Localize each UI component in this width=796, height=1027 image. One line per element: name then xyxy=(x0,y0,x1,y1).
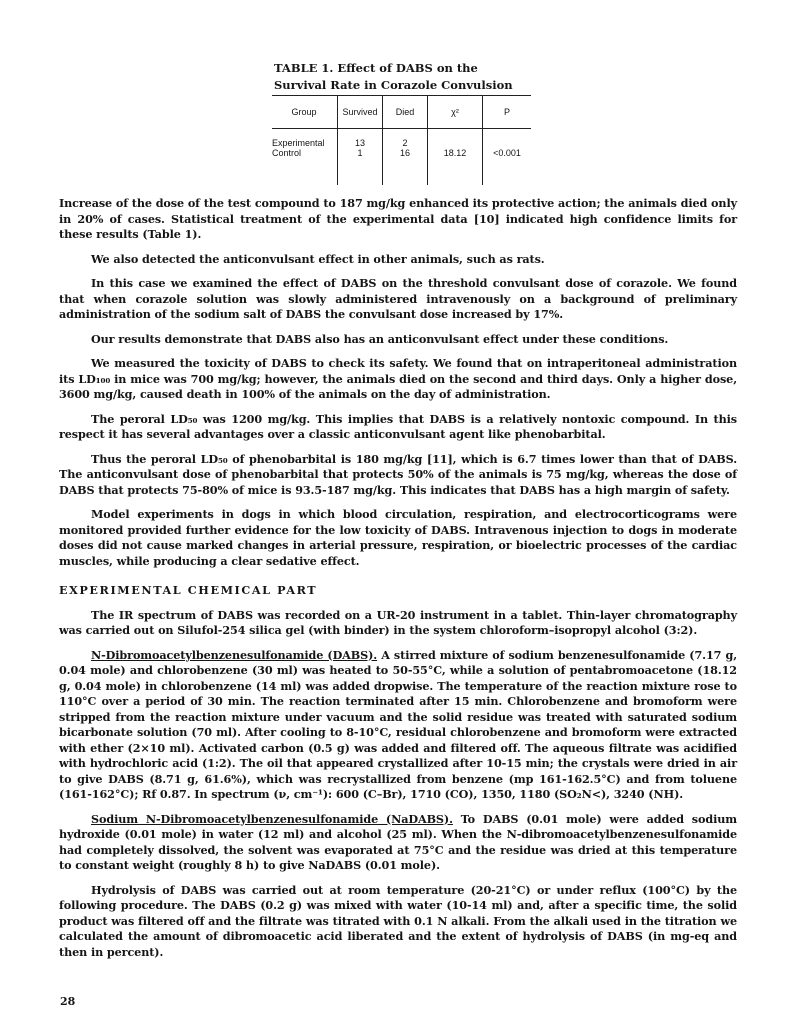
paragraph: The peroral LD₅₀ was 1200 mg/kg. This implies that DABS is a relatively nontoxic compound. In this respect it has several advantages over a classic anticonvulsant agent like phenobarbital. xyxy=(59,411,737,441)
procedure-text: A stirred mixture of sodium benzenesulfonamide (7.17 g, 0.04 mole) and chlorobenzene (30 ml) was heated to 50-55°C, while a solution of pentabromoacetone (18.12 g, 0.04 mole) in chlorobenzene (14 ml) was added dropwise. The temperature of the reaction mixture rose to 110°C over a period of 30 min. The reaction terminated after 15 min. Chlorobenzene and bromoform were stripped from the reaction mixture under vacuum and the solid residue was treated with saturated sodium bicarbonate solution (70 ml). After cooling to 8-10°C, residual chlorobenzene and bromoform were extracted with ether (2×10 ml). Activated carbon (0.5 g) was added and filtered off. The aqueous filtrate was acidified with hydrochloric acid (1:2). The oil that appeared crystallized after 10-15 min; the crystals were dried in air to give DABS (8.71 g, 61.6%), which was recrystallized from benzene (mp 161-162.5°C) and from toluene (161-162°C); Rf 0.87. In spectrum (ν, cm⁻¹): 600 (C–Br), 1710 (CO), 1350, 1180 (SO₂N<), 3240 (NH). xyxy=(59,647,737,801)
procedure-nadabs xyxy=(59,812,737,874)
paragraph: We also detected the anticonvulsant effect in other animals, such as rats. xyxy=(91,251,545,266)
header-p: P xyxy=(483,96,532,129)
procedure-heading: N-Dibromoacetylbenzenesulfonamide (DABS). xyxy=(91,647,378,662)
body-text xyxy=(59,196,737,969)
procedure-text: To DABS (0.01 mole) were added sodium hydroxide (0.01 mole) in water (12 ml) and alcohol (25 ml). When the N-dibromoacetylbenzenesulfonamide had completely dissolved, the solvent was evaporated at 75°C and the residue was dried at this temperature to constant weight (roughly 8 h) to give NaDABS (0.01 mole). xyxy=(59,811,737,872)
cell-chi-square: 18.12 xyxy=(428,129,483,186)
paragraph: Our results demonstrate that DABS also has an anticonvulsant effect under these conditions. xyxy=(91,331,669,346)
paragraph: The IR spectrum of DABS was recorded on a UR-20 instrument in a tablet. Thin-layer chromatography was carried out on Silufol-254 silica gel (with binder) in the system chloroform–isopropyl alcohol (3:2). xyxy=(59,607,737,637)
cell-p: <0.001 xyxy=(483,129,532,186)
section-title: EXPERIMENTAL CHEMICAL PART xyxy=(59,583,318,597)
procedure-dabs xyxy=(59,648,737,803)
paragraph: Increase of the dose of the test compound to 187 mg/kg enhanced its protective action; the animals died only in 20% of cases. Statistical treatment of the experimental data [10] indicated high confidence limits for these results (Table 1). xyxy=(59,196,737,241)
header-chi-square: χ² xyxy=(428,96,483,129)
procedure-heading: Sodium N-Dibromoacetylbenzenesulfonamide (NaDABS). xyxy=(91,811,453,826)
paragraph: Model experiments in dogs in which blood circulation, respiration, and electrocorticograms were monitored provided further evidence for the low toxicity of DABS. Intravenous injection to dogs in moderate doses did not cause marked changes in arterial pressure, respiration, or bioelectric processes of the cardiac muscles, while producing a clear sedative effect. xyxy=(59,507,737,568)
paragraph: Hydrolysis of DABS was carried out at room temperature (20-21°C) or under reflux (100°C) by the following procedure. The DABS (0.2 g) was mixed with water (10-14 ml) and, after a specific time, the solid product was filtered off and the filtrate was titrated with 0.1 N alkali. From the alkali used in the titration we calculated the amount of dibromoacetic acid liberated and the extent of hydrolysis of DABS (in mg-eq and then in percent). xyxy=(59,882,737,959)
table-caption: TABLE 1. Effect of DABS on the Survival Rate in Corazole Convulsion xyxy=(274,61,513,92)
table-header-row xyxy=(272,96,531,129)
cell-survived: 13 1 xyxy=(338,129,383,186)
table-row xyxy=(272,129,531,186)
paragraph: We measured the toxicity of DABS to check its safety. We found that on intraperitoneal administration its LD₁₀₀ in mice was 700 mg/kg; however, the animals died on the second and third days. Only a higher dose, 3600 mg/kg, caused death in 100% of the animals on the day of administration. xyxy=(59,356,737,401)
page-number: 28 xyxy=(60,995,76,1008)
cell-groups: Experimental Control xyxy=(272,138,325,158)
header-died: Died xyxy=(383,96,428,129)
header-group: Group xyxy=(272,96,338,129)
cell-died: 2 16 xyxy=(383,129,428,186)
header-survived: Survived xyxy=(338,96,383,129)
paragraph: Thus the peroral LD₅₀ of phenobarbital is 180 mg/kg [11], which is 6.7 times lower than that of DABS. The anticonvulsant dose of phenobarbital that protects 50% of the animals is 75 mg/kg, whereas the dose of DABS that protects 75-80% of mice is 93.5-187 mg/kg. This indicates that DABS has a high margin of safety. xyxy=(59,451,737,497)
results-table xyxy=(272,95,531,185)
paragraph: In this case we examined the effect of DABS on the threshold convulsant dose of corazole. We found that when corazole solution was slowly administered intravenously on a background of preliminary administration of the sodium salt of DABS the convulsant dose increased by 17%. xyxy=(59,276,737,321)
